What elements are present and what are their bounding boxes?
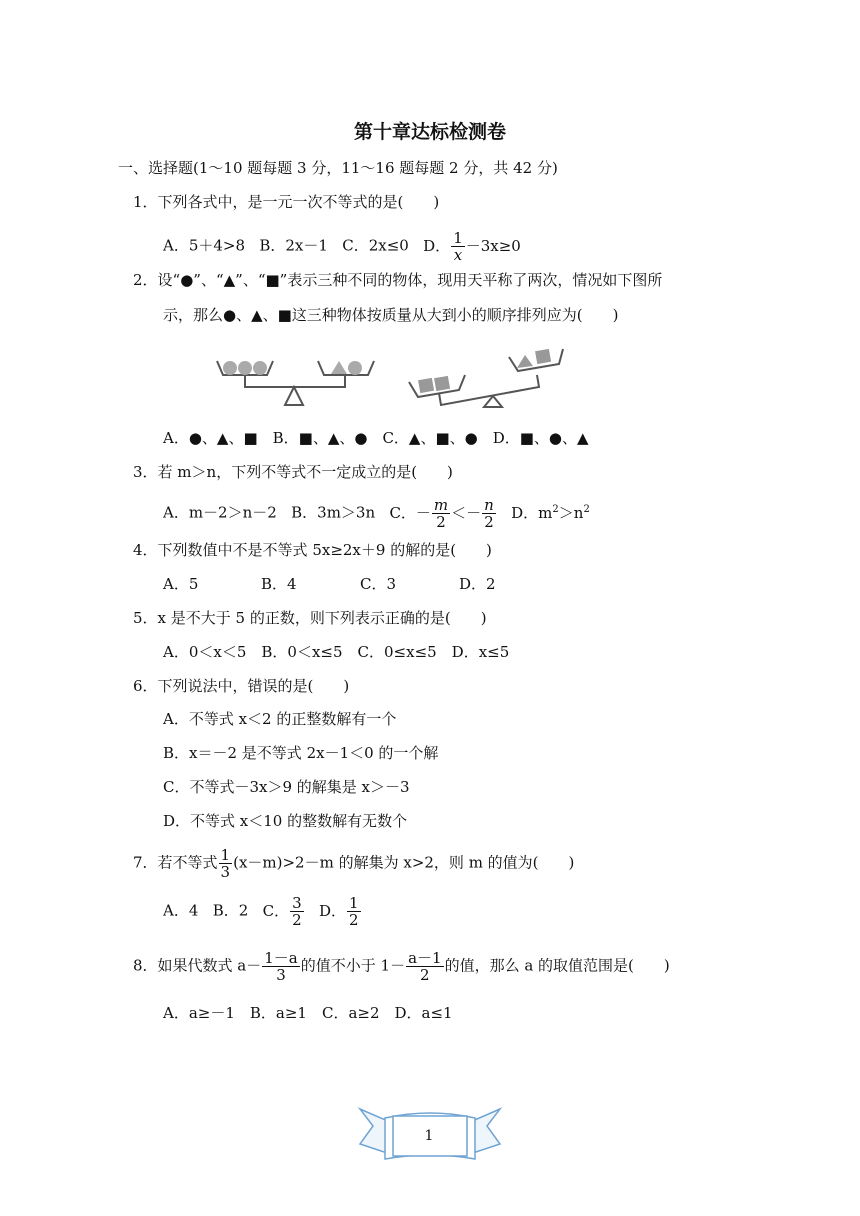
question-7-stem: 7．若不等式 $\frac{1}{3}$ (x－m)>2－m 的解集为 x>2，则 m 的值为( ) [133, 846, 575, 881]
page-title: 第十章达标检测卷 [353, 121, 506, 143]
question-4-stem: 4．下列数值中不是不等式 5x≥2x＋9 的解的是( ) [133, 541, 492, 559]
question-8-options: A．a≥－1 B．a≥1 C．a≥2 D．a≤1 [163, 1004, 453, 1022]
q6-option-c: C．不等式－3x＞9 的解集是 x＞－3 [163, 778, 410, 796]
q6-option-b: B．x＝－2 是不等式 2x－1＜0 的一个解 [163, 744, 439, 762]
question-2-options: A．●、▲、■ B．■、▲、● C．▲、■、● D．■、●、▲ [163, 429, 589, 447]
question-7-options [163, 895, 362, 928]
question-5-options: A．0＜x＜5 B．0＜x≤5 C．0≤x≤5 D．x≤5 [163, 643, 510, 661]
question-8-stem: 8．如果代数式 a－ $\frac{1-a}{3}$ 的值不小于 1－ $\frac{a-1}{2}$ 的值，那么 a 的取值范围是( ) [133, 949, 670, 984]
q7-option-d: D． $\frac{1}{2}$ [318, 894, 359, 929]
q3-option-b: B．3m＞3n [291, 503, 376, 522]
section-heading: 一、选择题(1～10 题每题 3 分，11～16 题每题 2 分，共 42 分) [118, 159, 558, 177]
q3-option-d: D．$m^2>n^2$ [511, 503, 590, 522]
q4-option-b: B．4 [261, 575, 297, 593]
question-5-stem: 5．x 是不大于 5 的正数，则下列表示正确的是( ) [133, 609, 487, 627]
q1-option-a: A．5＋4>8 [163, 236, 246, 255]
balance-figure [205, 335, 605, 415]
q3-option-c: C．－ $\frac{m}{2}$ ＜－ $\frac{n}{2}$ [389, 496, 494, 531]
q6-option-d: D．不等式 x＜10 的整数解有无数个 [163, 812, 408, 830]
q7-option-b: B．2 [212, 901, 249, 920]
question-3-stem: 3．若 m＞n，下列不等式不一定成立的是( ) [133, 463, 453, 481]
q1-option-c: C．2x≤0 [342, 236, 409, 255]
q4-option-c: C．3 [360, 575, 397, 593]
question-3-options [163, 497, 590, 530]
page-number: 1 [424, 1128, 434, 1144]
q1-option-b: B．2x－1 [259, 236, 328, 255]
q1-option-d: D． $\frac{1}{x}$ －3x≥0 [423, 229, 521, 264]
q3-option-a: A．m－2＞n－2 [163, 503, 277, 522]
q4-option-a: A．5 [163, 575, 199, 593]
question-2-stem-line1: 2．设“●”、“▲”、“■”表示三种不同的物体，现用天平称了两次，情况如下图所 [133, 271, 663, 289]
q4-option-d: D．2 [459, 575, 496, 593]
question-6-stem: 6．下列说法中，错误的是( ) [133, 677, 350, 695]
q7-option-c: C． $\frac{3}{2}$ [262, 894, 302, 929]
question-2-stem-line2: 示，那么●、▲、■这三种物体按质量从大到小的顺序排列应为( ) [163, 306, 619, 324]
q6-option-a: A．不等式 x＜2 的正整数解有一个 [163, 710, 397, 728]
question-1-stem: 1．下列各式中，是一元一次不等式的是( ) [133, 193, 440, 211]
q7-option-a: A．4 [163, 901, 199, 920]
question-1-options [163, 230, 521, 263]
